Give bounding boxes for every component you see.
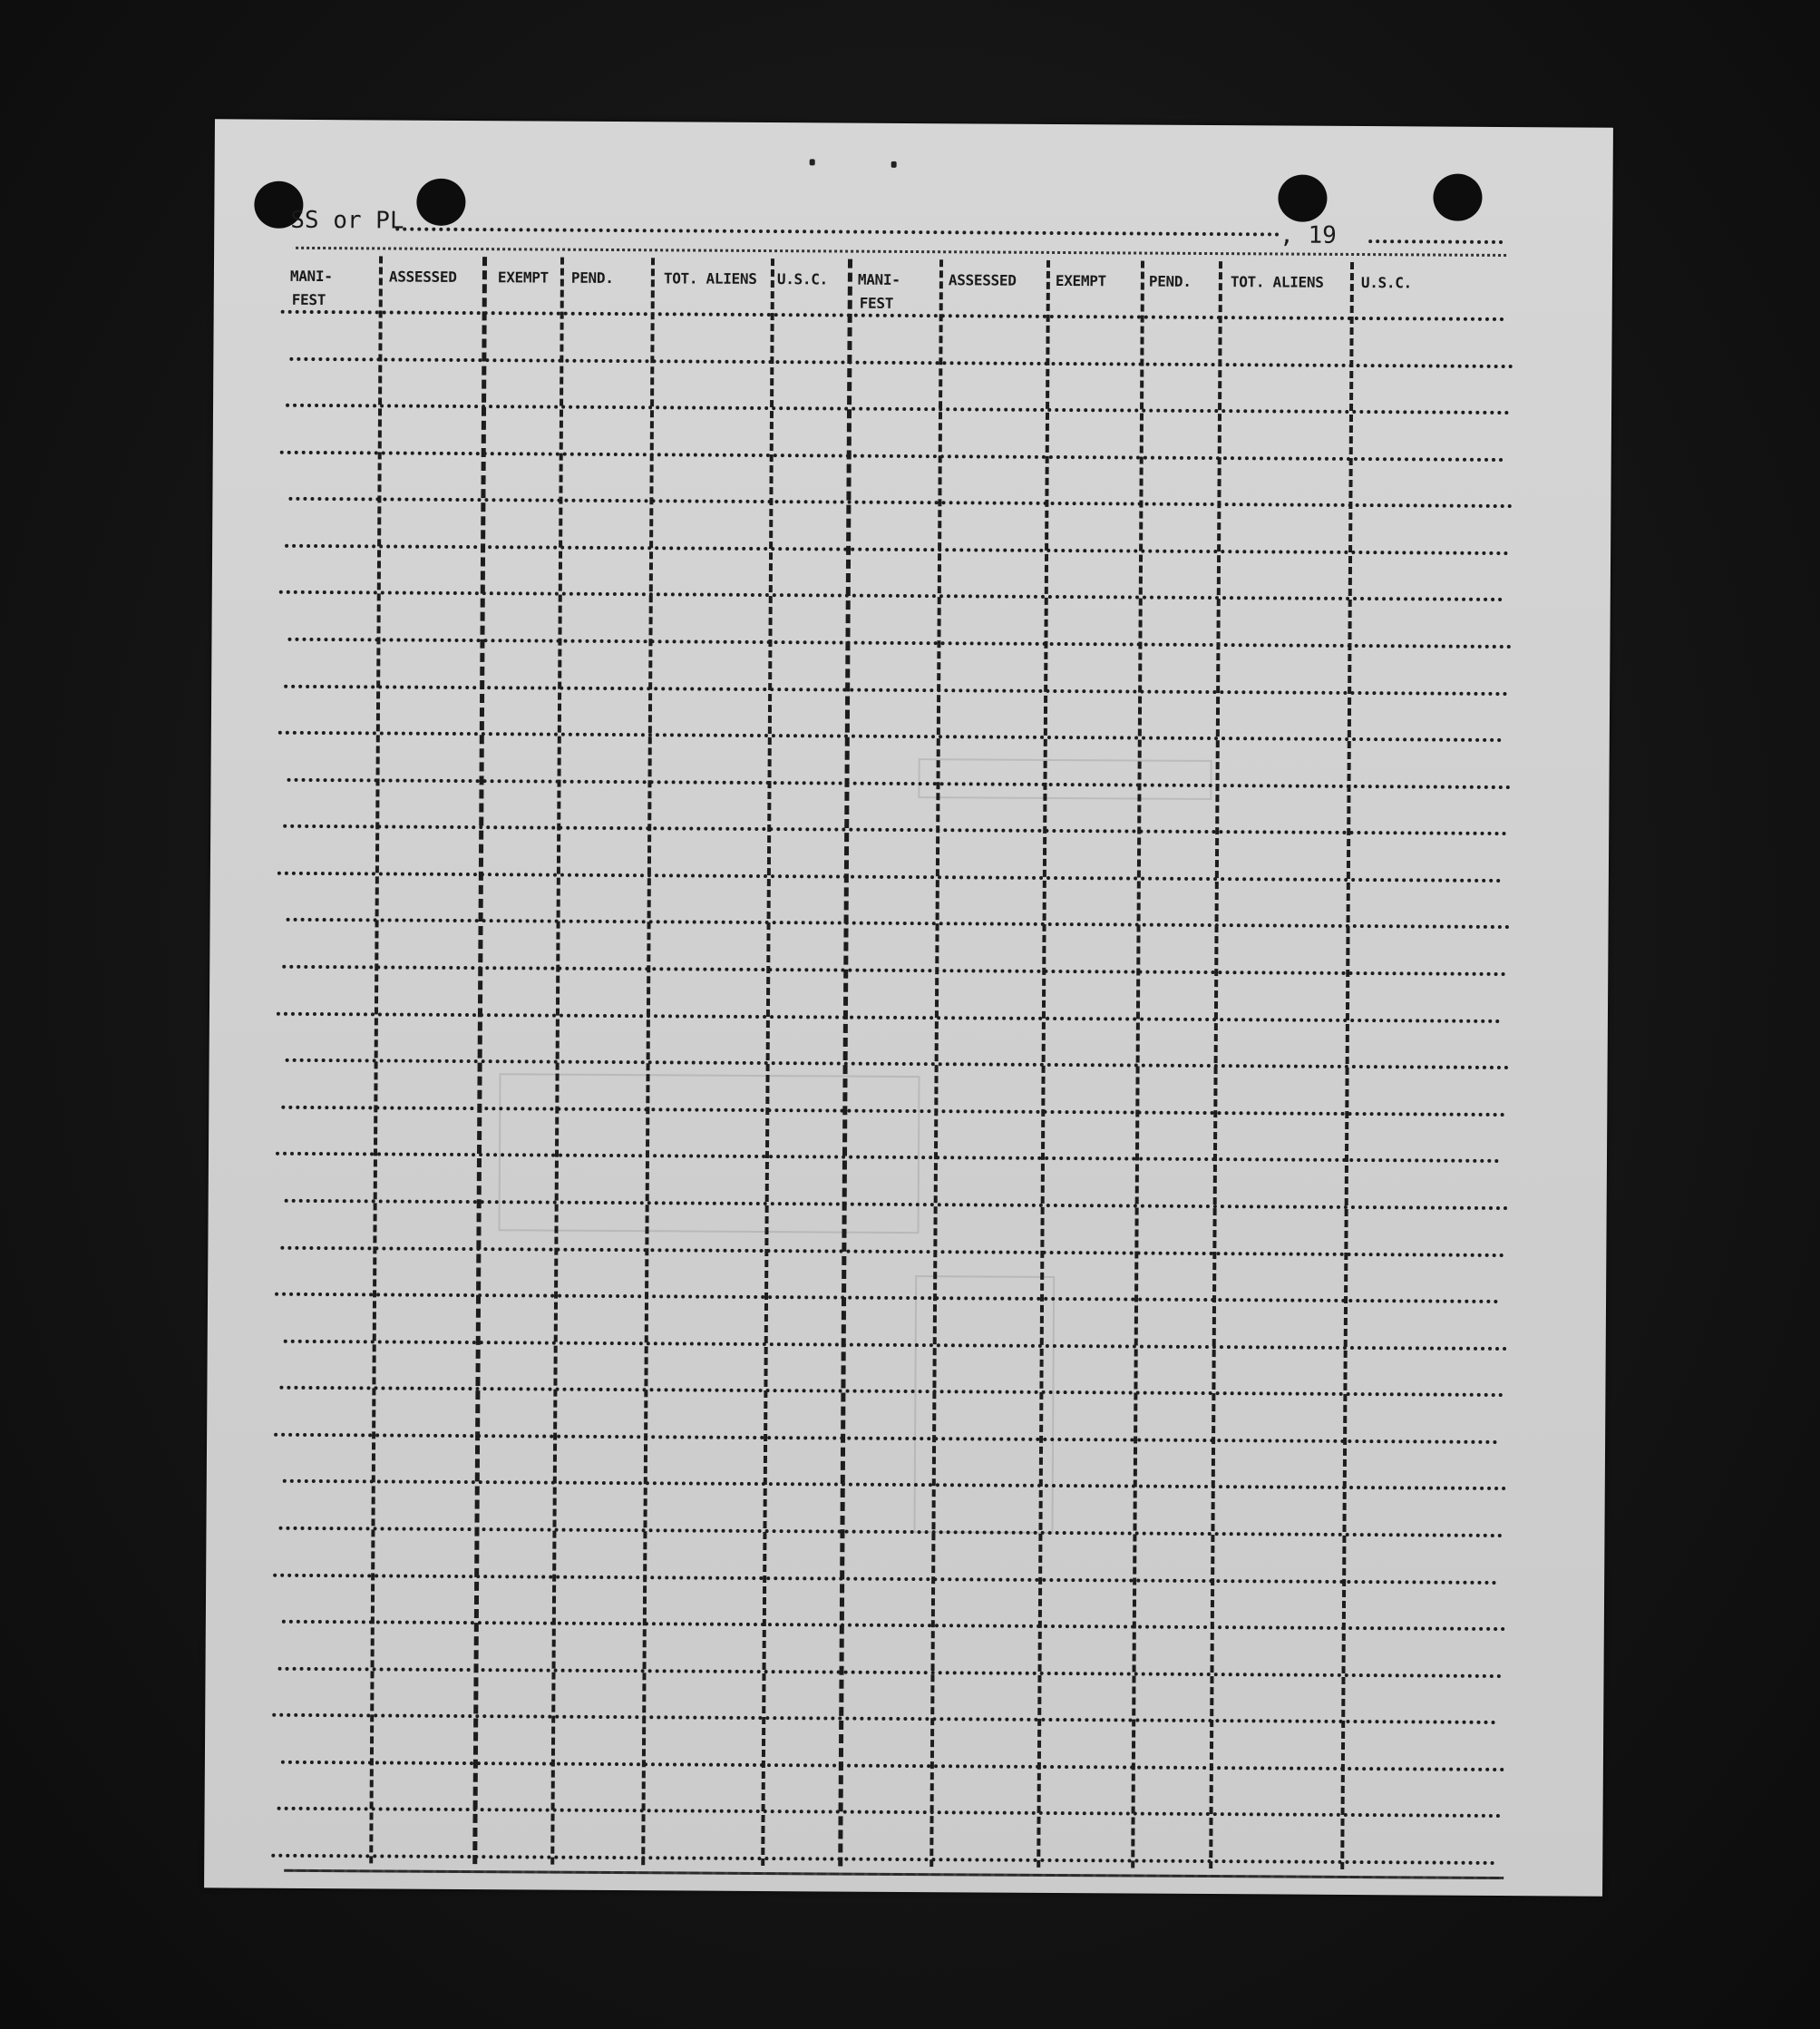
row-line (281, 1761, 1505, 1771)
tally-grid (204, 119, 1613, 1896)
row-line (286, 404, 1510, 415)
row-line (286, 1058, 1510, 1069)
row-line (287, 638, 1512, 649)
row-line (280, 1246, 1504, 1257)
col-left-exempt-label: EXEMPT (497, 268, 549, 287)
row-line (281, 310, 1505, 321)
row-line (272, 1713, 1496, 1724)
row-line (275, 1293, 1499, 1303)
row-line (278, 1667, 1503, 1678)
row-line (279, 590, 1504, 601)
col-left-tot-aliens-label: TOT. ALIENS (663, 269, 757, 288)
row-line (287, 778, 1512, 789)
row-line (284, 1340, 1508, 1351)
row-line (285, 1199, 1509, 1210)
ss-or-pl-label: SS or PL (290, 206, 404, 235)
row-line (282, 965, 1506, 976)
row-line (288, 497, 1513, 508)
col-left-usc-label: U.S.C. (776, 270, 828, 288)
row-line (279, 1386, 1504, 1397)
col-right-pend-label: PEND. (1148, 272, 1192, 290)
row-line (287, 918, 1511, 929)
col-right-exempt-label: EXEMPT (1055, 271, 1106, 290)
row-line (277, 1012, 1501, 1023)
col-right-tot-aliens-label: TOT. ALIENS (1230, 273, 1324, 291)
row-line (285, 544, 1509, 555)
row-line (280, 451, 1504, 462)
col-left-assessed-label: ASSESSED (388, 268, 457, 286)
row-line (278, 731, 1503, 742)
col-right-manifest-label: MANI- (857, 270, 900, 288)
col-right-usc-label: U.S.C. (1360, 274, 1412, 292)
row-line (274, 1433, 1498, 1444)
col-left-pend-label: PEND. (570, 268, 614, 287)
col-right-manifest-label-2: FEST (859, 294, 894, 312)
row-line (283, 1479, 1507, 1490)
row-line (277, 872, 1502, 883)
row-line (281, 1106, 1505, 1117)
manifest-tally-sheet (204, 119, 1613, 1896)
col-left-manifest-label: MANI- (289, 267, 333, 286)
row-line (273, 1574, 1497, 1585)
col-left-manifest-label-2: FEST (291, 290, 326, 309)
row-line (282, 1620, 1506, 1631)
row-line (278, 1527, 1503, 1537)
row-line (276, 1152, 1500, 1163)
row-line (289, 357, 1513, 368)
row-line (283, 824, 1507, 835)
row-line (284, 685, 1508, 696)
row-line (277, 1807, 1502, 1818)
row-line (271, 1854, 1495, 1865)
date-year-label: , 19 (1280, 221, 1337, 249)
col-right-assessed-label: ASSESSED (948, 271, 1017, 289)
